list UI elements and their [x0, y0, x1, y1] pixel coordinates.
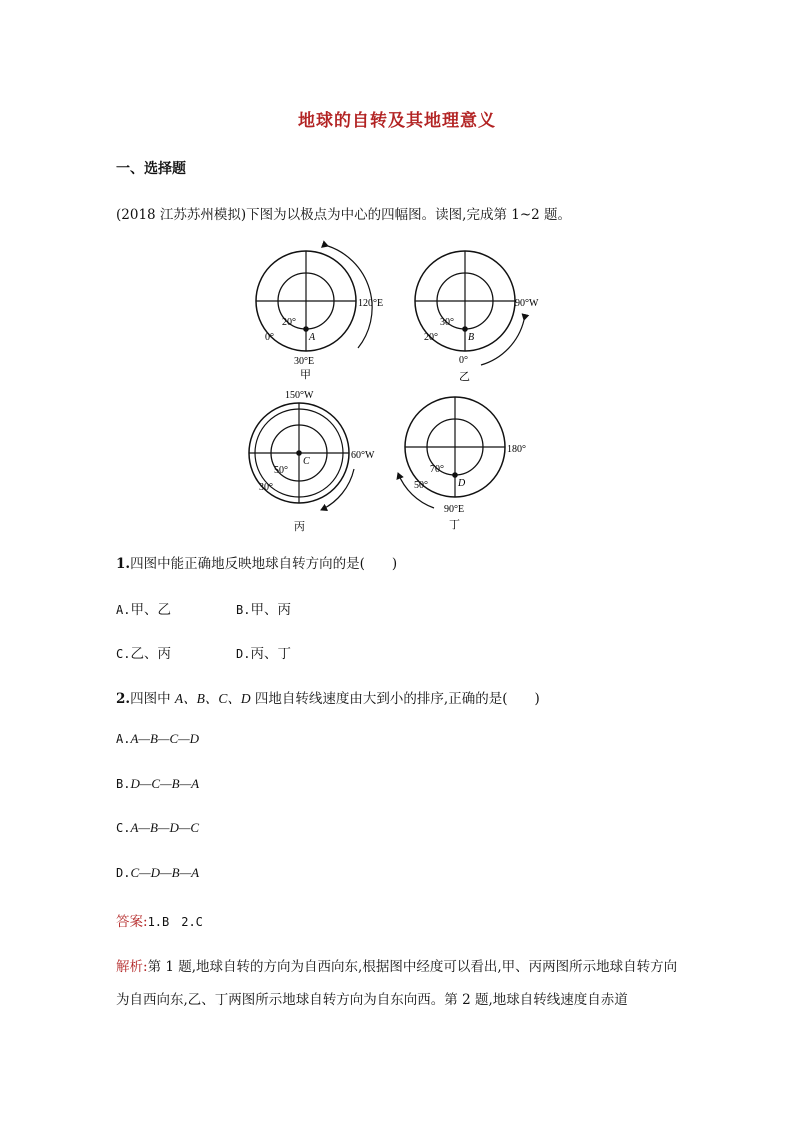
jia-inner-lat: 20°	[282, 317, 296, 328]
q2-option-b[interactable]: B.D—C—B—A	[116, 776, 200, 791]
question-1-number: 1.	[116, 556, 131, 572]
explanation-label: 解析:	[116, 959, 148, 975]
ding-lon-right: 180°	[507, 444, 526, 455]
bing-point-label: C	[303, 456, 310, 467]
ding-lon-bottom: 90°E	[444, 504, 465, 515]
answer-line	[116, 910, 203, 930]
page-title: 地球的自转及其地理意义	[298, 111, 496, 131]
explanation-text: 第 1 题,地球自转的方向为自西向东,根据图中经度可以看出,甲、丙两图所示地球自转方向为自西向东,乙、丁两图所示地球自转方向为自东向西。第 2 题,地球自转线速度自赤道	[116, 959, 678, 1008]
jia-lon-bottom: 30°E	[294, 356, 315, 367]
yi-outer-lat: 20°	[424, 332, 438, 343]
question-2-stem: 2.四图中 A、B、C、D 四地自转线速度由大到小的排序,正确的是( )	[116, 691, 540, 707]
diagram-bing	[249, 390, 375, 532]
answer-label: 答案:	[116, 914, 148, 930]
polar-diagrams-figure	[230, 232, 570, 532]
point-d	[452, 472, 458, 478]
jia-lon-right: 120°E	[358, 298, 384, 309]
jia-caption: 甲	[300, 369, 311, 381]
diagram-yi	[415, 251, 539, 383]
intro-text: (2018 江苏苏州模拟)下图为以极点为中心的四幅图。读图,完成第 1~2 题。	[116, 207, 572, 223]
point-b	[462, 326, 468, 332]
question-1-stem	[116, 552, 397, 572]
question-2-points: A、B、C、D	[174, 691, 251, 706]
explanation-paragraph	[116, 951, 681, 1017]
q2-option-a[interactable]: A.A—B—C—D	[116, 731, 200, 746]
bing-lon-top: 150°W	[285, 390, 314, 401]
question-2-number: 2.	[116, 691, 131, 707]
q1-option-a[interactable]: A.甲、乙	[116, 602, 171, 618]
ding-outer-lat: 50°	[414, 480, 428, 491]
bing-caption: 丙	[294, 521, 305, 532]
q2-option-c[interactable]: C.A—B—D—C	[116, 820, 200, 835]
diagram-jia	[256, 246, 383, 381]
diagram-ding	[398, 397, 526, 531]
bing-inner-lat: 50°	[274, 465, 288, 476]
yi-lon-right: 90°W	[515, 298, 539, 309]
jia-point-label: A	[309, 332, 316, 343]
question-1-text: 四图中能正确地反映地球自转方向的是( )	[130, 556, 398, 572]
bing-lon-right: 60°W	[351, 450, 375, 461]
yi-lon-bottom: 0°	[459, 355, 468, 366]
ding-point-label: D	[458, 478, 466, 489]
q2-option-d[interactable]: D.C—D—B—A	[116, 865, 200, 880]
yi-inner-lat: 30°	[440, 317, 454, 328]
section-heading: 一、选择题	[116, 161, 186, 177]
point-c	[296, 450, 302, 456]
jia-outer-lat: 0°	[265, 332, 274, 343]
ding-inner-lat: 70°	[430, 464, 444, 475]
q1-option-d[interactable]: D.丙、丁	[236, 646, 291, 662]
point-a	[303, 326, 309, 332]
ding-caption: 丁	[449, 519, 460, 531]
q1-option-c[interactable]: C.乙、丙	[116, 646, 171, 662]
yi-point-label: B	[468, 332, 475, 343]
bing-outer-lat: 30°	[259, 482, 273, 493]
answer-value: 1.B 2.C	[147, 915, 203, 929]
yi-caption: 乙	[459, 371, 470, 383]
q1-option-b[interactable]: B.甲、丙	[236, 602, 291, 618]
